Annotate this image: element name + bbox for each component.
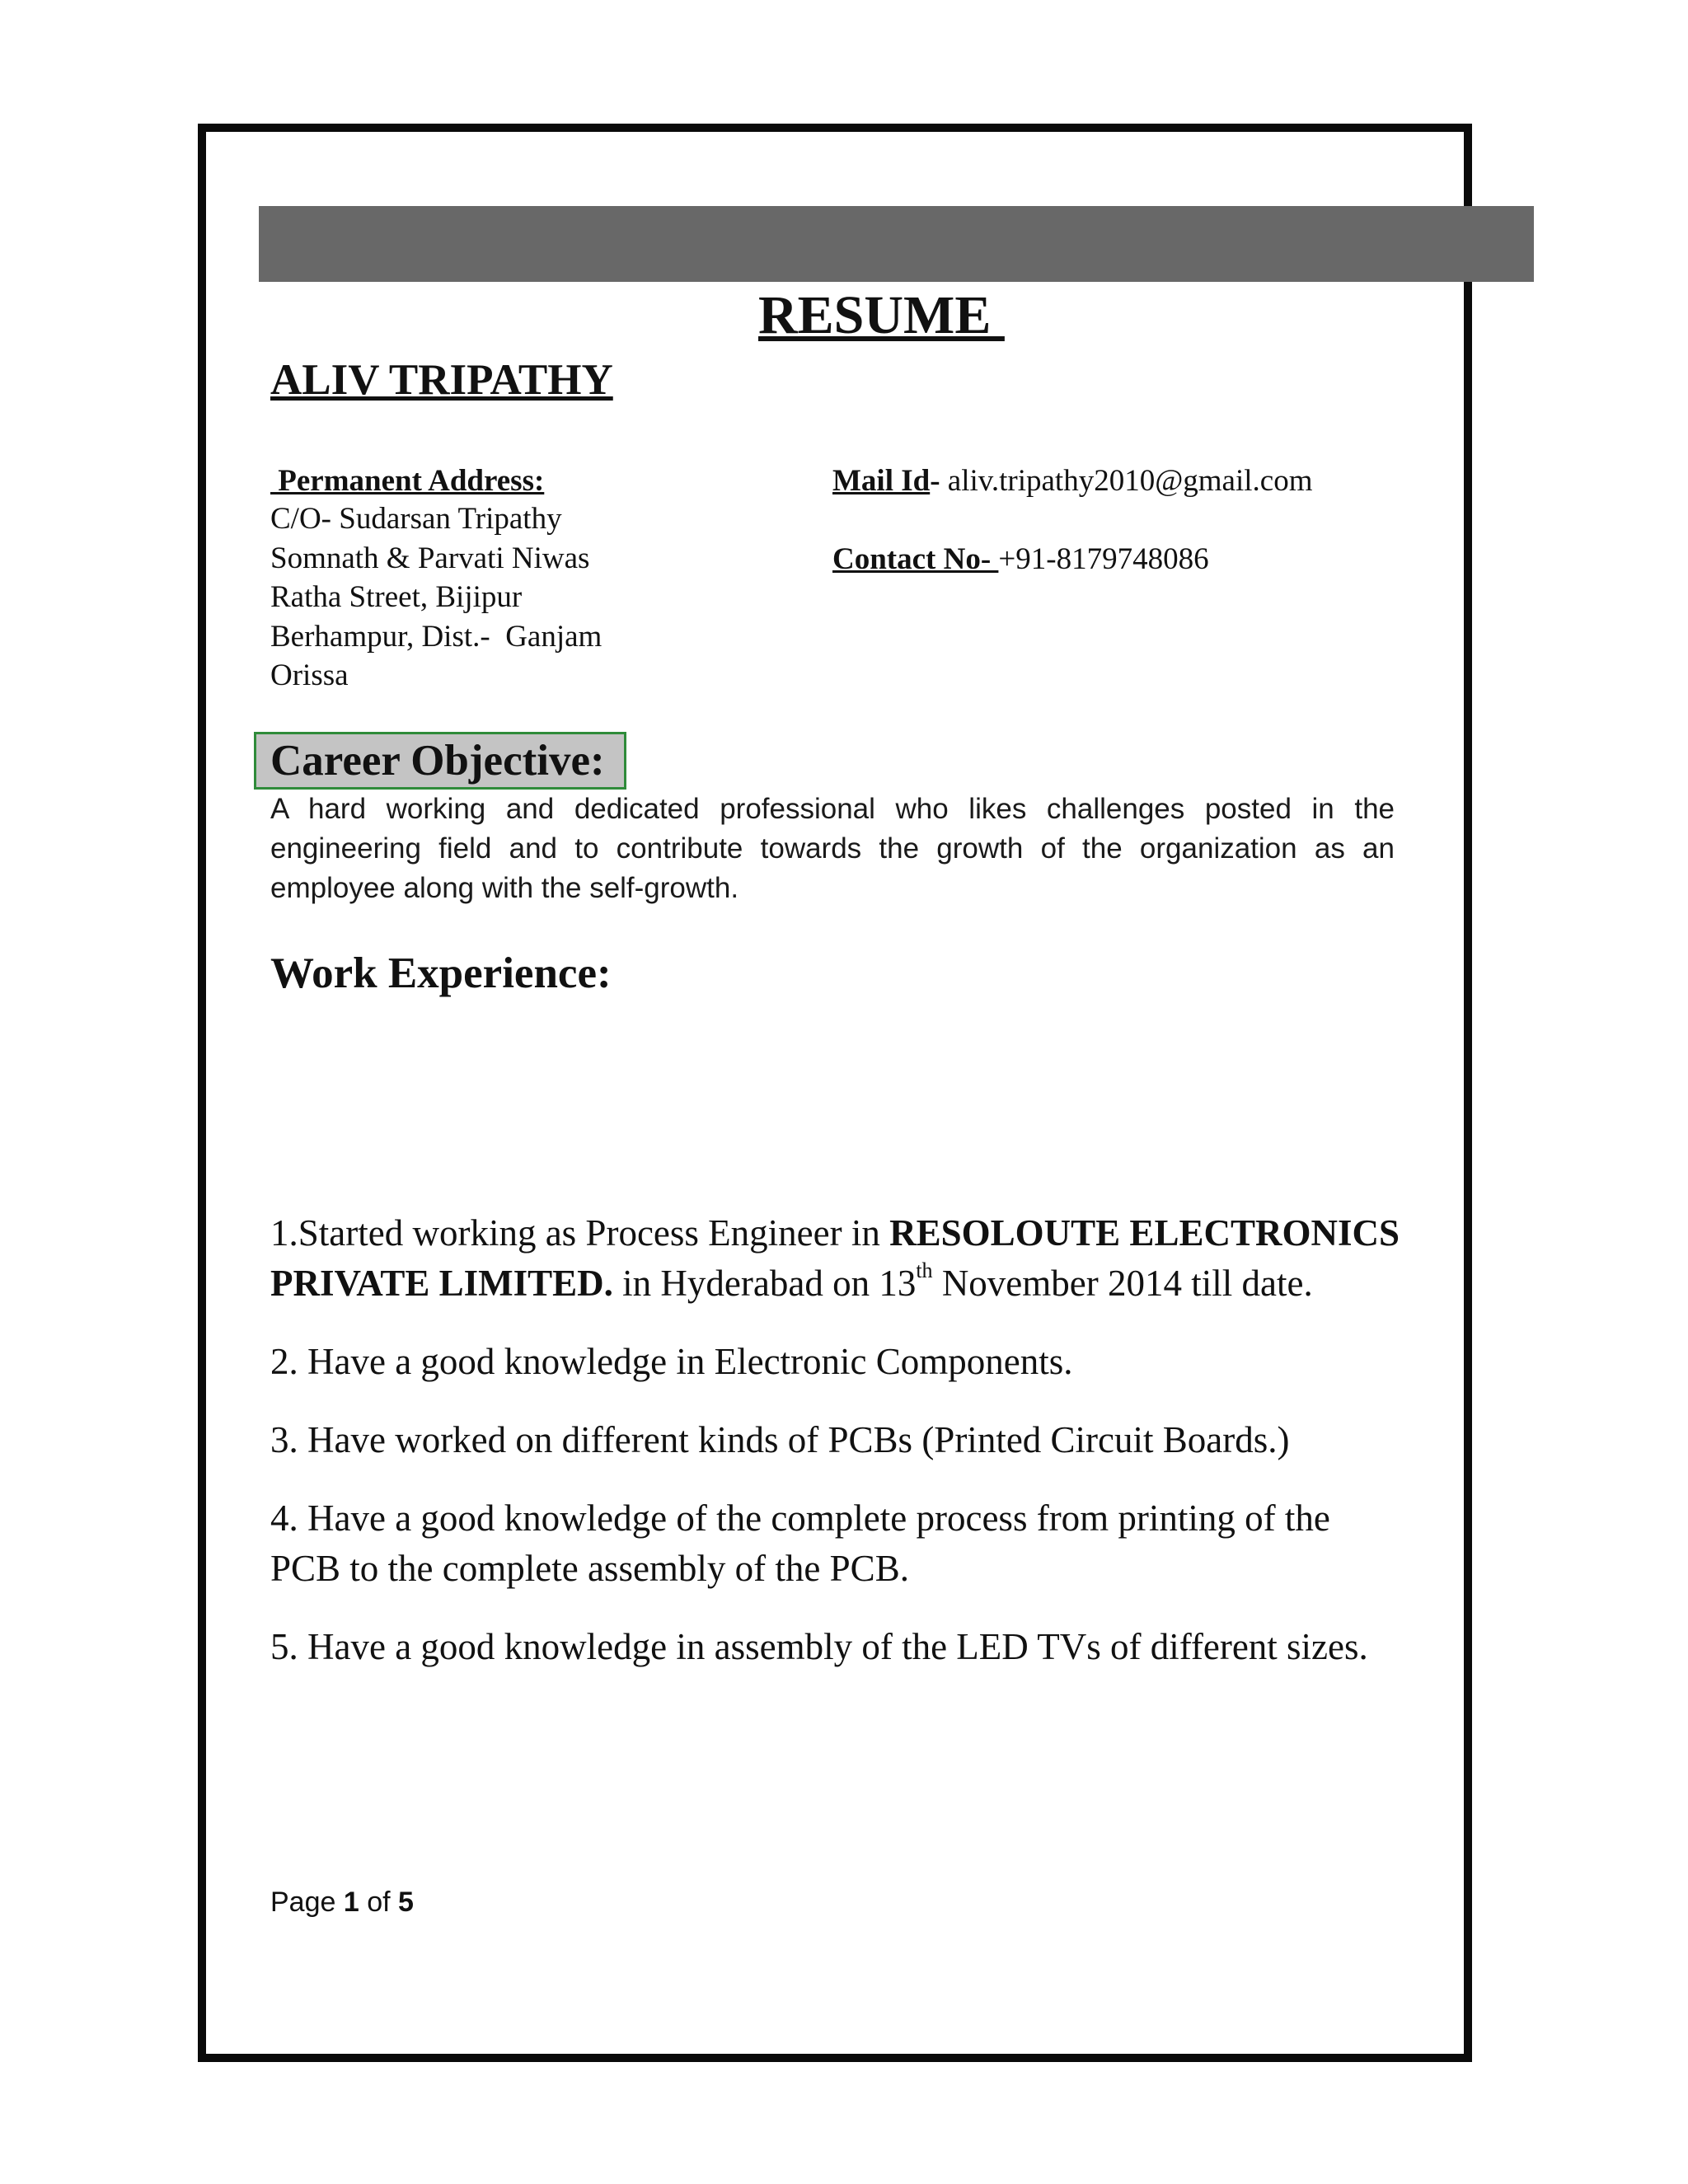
mail-id-row <box>832 462 1313 501</box>
date-ordinal-suffix: th <box>916 1258 933 1282</box>
work-item-text: November 2014 till date. <box>932 1263 1313 1304</box>
career-objective-heading: Career Objective: <box>270 737 605 785</box>
work-item-text: 1.Started working as Process Engineer in <box>270 1212 890 1254</box>
work-item: 2. Have a good knowledge in Electronic Components. <box>270 1341 1073 1382</box>
page-number <box>270 1884 414 1920</box>
mail-id-label: Mail Id <box>832 464 931 498</box>
work-item <box>270 1208 1408 1309</box>
address-line: Berhampur, Dist.- Ganjam <box>270 619 603 654</box>
address-line: Ratha Street, Bijipur <box>270 580 523 614</box>
of-word: of <box>359 1886 399 1918</box>
mail-id-value: aliv.tripathy2010@gmail.com <box>947 464 1313 498</box>
current-page: 1 <box>343 1886 359 1918</box>
work-item: 4. Have a good knowledge of the complete process from printing of the PCB to the complete assembly of the PCB. <box>270 1497 1330 1589</box>
page-border <box>198 124 1472 2062</box>
company-name: RESOLOUTE ELECTRONICS PRIVATE LIMITED. <box>270 1212 1400 1304</box>
address-line: C/O- Sudarsan Tripathy <box>270 502 562 536</box>
mail-id-separator: - <box>930 464 948 498</box>
work-item-text: in Hyderabad on 13 <box>612 1263 917 1304</box>
work-experience-list <box>270 1208 1408 1700</box>
page-word: Page <box>270 1886 344 1918</box>
career-objective-text: A hard working and dedicated professional who likes challenges posted in the engineering field and to contribute towards the growth of the organization as an employee along with the self-growth. <box>270 793 1395 904</box>
contact-number-label: Contact No- <box>832 542 999 576</box>
total-pages: 5 <box>398 1886 414 1918</box>
address-line: Orissa <box>270 658 349 692</box>
work-item: 5. Have a good knowledge in assembly of the LED TVs of different sizes. <box>270 1626 1368 1667</box>
permanent-address <box>270 499 602 696</box>
contact-number-value: +91-8179748086 <box>998 542 1209 576</box>
permanent-address-label: Permanent Address: <box>270 464 545 498</box>
resume-title: RESUME <box>758 285 1005 345</box>
address-line: Somnath & Parvati Niwas <box>270 541 590 575</box>
work-experience-heading: Work Experience: <box>270 949 612 997</box>
candidate-name: ALIV TRIPATHY <box>270 356 613 404</box>
contact-number-row <box>832 540 1209 579</box>
header-band <box>259 206 1534 282</box>
work-item: 3. Have worked on different kinds of PCBs (Printed Circuit Boards.) <box>270 1419 1290 1460</box>
